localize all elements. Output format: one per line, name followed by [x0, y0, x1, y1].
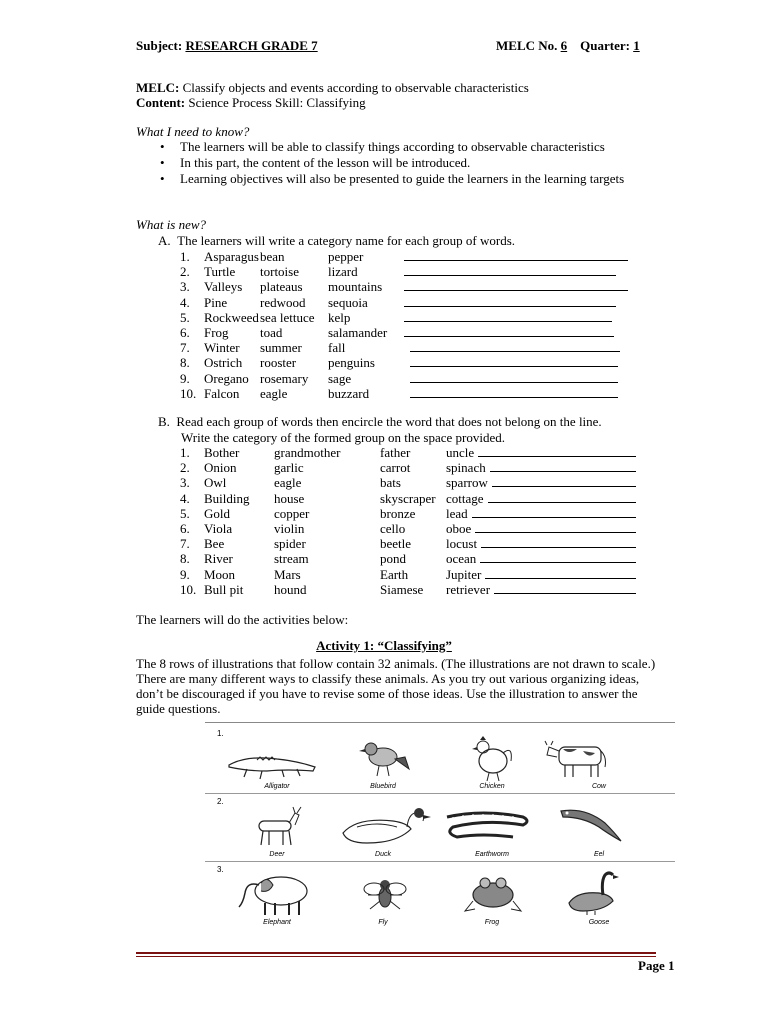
item-number: 1. — [180, 249, 190, 264]
item-word: mountains — [328, 279, 383, 295]
item-word: Ostrich — [204, 355, 243, 371]
alligator-icon — [227, 741, 317, 781]
item-word: Frog — [204, 325, 229, 340]
content-label: Content: — [136, 95, 186, 110]
item-word[interactable]: locust — [446, 536, 478, 552]
section-b-text2: Write the category of the formed group on the space provided. — [181, 430, 505, 445]
item-number: 10. — [180, 581, 197, 597]
item-number: 9. — [180, 566, 190, 582]
row-divider — [205, 793, 675, 794]
item-word[interactable]: beetle — [380, 536, 412, 552]
document-header — [136, 38, 656, 54]
answer-blank[interactable] — [410, 371, 618, 383]
item-number: 3. — [180, 475, 190, 491]
need-to-know-heading: What I need to know? — [136, 124, 250, 139]
item-word[interactable]: Earth — [380, 566, 409, 582]
need-to-know-list — [160, 139, 680, 187]
row-number: 1. — [217, 729, 224, 738]
section-a-instruction — [158, 233, 515, 248]
item-word: Valleys — [204, 279, 243, 295]
item-word[interactable]: Siamese — [380, 581, 424, 597]
answer-blank[interactable] — [492, 475, 636, 487]
duck-icon — [337, 803, 433, 849]
item-word: sage — [328, 370, 352, 386]
item-number: 4. — [180, 294, 190, 310]
animal-label: Frog — [484, 919, 500, 926]
item-word[interactable]: Owl — [204, 475, 227, 491]
deer-icon — [245, 803, 305, 849]
item-word[interactable]: Bull pit — [204, 581, 244, 597]
earthworm-icon — [443, 807, 533, 845]
answer-blank[interactable] — [404, 325, 614, 337]
item-word: sea lettuce — [260, 309, 315, 325]
answer-blank[interactable] — [472, 506, 636, 518]
item-number: 3. — [180, 279, 190, 295]
item-number: 4. — [180, 490, 190, 506]
melc-no-label: MELC No. — [496, 38, 558, 53]
answer-blank[interactable] — [481, 536, 636, 548]
item-word: sequoia — [328, 294, 368, 310]
item-word[interactable]: father — [380, 445, 411, 460]
item-word[interactable]: bats — [380, 475, 401, 491]
melc-line — [136, 80, 529, 95]
melc-quarter-block — [496, 38, 640, 54]
item-word: buzzard — [328, 385, 370, 401]
item-word: fall — [328, 340, 346, 356]
item-word[interactable]: spinach — [446, 460, 486, 476]
item-word[interactable]: grandmother — [274, 445, 341, 460]
item-number: 5. — [180, 505, 190, 521]
row-divider — [205, 861, 675, 862]
subject-value: RESEARCH GRADE 7 — [185, 38, 318, 53]
item-number: 8. — [180, 551, 190, 567]
answer-blank[interactable] — [488, 491, 636, 503]
item-word: penguins — [328, 355, 375, 371]
answer-blank[interactable] — [475, 521, 636, 533]
animal-label: Deer — [269, 851, 285, 858]
quarter-label: Quarter: — [580, 38, 630, 53]
item-word: salamander — [328, 325, 388, 340]
item-word[interactable]: uncle — [446, 445, 475, 460]
item-number: 9. — [180, 370, 190, 386]
item-word[interactable]: bronze — [380, 505, 416, 521]
animal-label: Fly — [378, 919, 388, 926]
answer-blank[interactable] — [480, 551, 636, 563]
item-number: 8. — [180, 355, 190, 371]
item-word[interactable]: Bee — [204, 536, 225, 552]
item-word: lizard — [328, 264, 358, 280]
item-word[interactable]: Jupiter — [446, 566, 482, 582]
item-word: Rockweed — [204, 309, 259, 325]
item-word[interactable]: Bother — [204, 445, 240, 460]
item-word[interactable]: Building — [204, 490, 250, 506]
item-word: summer — [260, 340, 302, 356]
animal-illustrations — [205, 722, 675, 933]
item-word[interactable]: Gold — [204, 505, 230, 521]
item-word[interactable]: lead — [446, 505, 468, 521]
item-word: redwood — [260, 294, 306, 310]
melc-no-value: 6 — [560, 38, 568, 53]
animal-label: Bluebird — [370, 783, 396, 790]
item-word: pepper — [328, 249, 364, 264]
item-word[interactable]: Mars — [274, 566, 301, 582]
item-word[interactable]: copper — [274, 505, 310, 521]
answer-blank[interactable] — [404, 264, 616, 276]
item-number: 5. — [180, 309, 190, 325]
section-b-text1: Read each group of words then encircle the word that does not belong on the line. — [176, 414, 602, 429]
item-number: 6. — [180, 521, 190, 536]
animal-label: Chicken — [479, 783, 505, 790]
answer-blank[interactable] — [478, 445, 636, 457]
item-word: Asparagus — [204, 249, 259, 264]
item-word[interactable]: Viola — [204, 521, 233, 536]
answer-blank[interactable] — [485, 567, 636, 579]
activity-title-text: Activity 1: “Classifying” — [316, 638, 452, 653]
bullet-item: • The learners will be able to classify things according to observable characteristics — [160, 139, 680, 155]
section-a-label: A. — [158, 233, 171, 248]
footer-rule — [136, 956, 656, 957]
item-word: Pine — [204, 294, 228, 310]
item-word[interactable]: hound — [274, 581, 307, 597]
content-text: Science Process Skill: Classifying — [185, 95, 366, 110]
page-number: Page 1 — [638, 958, 675, 973]
activity-paragraph: The 8 rows of illustrations that follow contain 32 animals. (The illustrations are not drawn to scale.) There are many different ways to classify these animals. As you try out various organizing ideas, don’t be discouraged if you have to revise some of those ideas. Use the illustration to answer the guide questions. — [136, 656, 656, 716]
item-number: 7. — [180, 340, 190, 356]
item-word[interactable]: stream — [274, 551, 309, 567]
activities-intro: The learners will do the activities below: — [136, 612, 349, 627]
item-word: Winter — [204, 340, 240, 356]
answer-blank[interactable] — [494, 582, 636, 594]
what-is-new-heading: What is new? — [136, 217, 207, 232]
item-word[interactable]: violin — [274, 521, 305, 536]
item-word: Oregano — [204, 370, 249, 386]
animal-label: Elephant — [263, 919, 291, 926]
animal-label: Alligator — [264, 783, 290, 790]
activity-title — [0, 638, 768, 653]
section-a-text: The learners will write a category name for each group of words. — [177, 233, 516, 248]
melc-text: Classify objects and events according to observable characteristics — [179, 80, 529, 95]
item-number: 2. — [180, 264, 190, 280]
item-word: tortoise — [260, 264, 299, 280]
cow-icon — [543, 737, 613, 781]
item-word[interactable]: oboe — [446, 521, 472, 536]
answer-blank[interactable] — [404, 295, 616, 307]
eel-icon — [555, 803, 625, 847]
item-word[interactable]: eagle — [274, 475, 302, 491]
item-word: Falcon — [204, 385, 240, 401]
item-word[interactable]: skyscraper — [380, 490, 436, 506]
section-b-instruction — [158, 414, 602, 429]
item-word: toad — [260, 325, 283, 340]
animal-label: Cow — [591, 783, 606, 790]
animal-label: Earthworm — [475, 851, 509, 858]
item-word[interactable]: house — [274, 490, 305, 506]
item-number: 1. — [180, 445, 190, 460]
item-word[interactable]: cello — [380, 521, 406, 536]
answer-blank[interactable] — [490, 460, 636, 472]
item-word[interactable]: pond — [380, 551, 406, 567]
item-word[interactable]: garlic — [274, 460, 304, 476]
item-number: 2. — [180, 460, 190, 476]
animal-label: Eel — [593, 851, 605, 858]
bullet-item: • Learning objectives will also be presented to guide the learners in the learning targets — [160, 171, 680, 187]
answer-blank[interactable] — [404, 249, 628, 261]
content-line — [136, 95, 366, 110]
melc-label: MELC: — [136, 80, 180, 95]
answer-blank[interactable] — [410, 340, 620, 352]
animal-label: Goose — [588, 919, 610, 926]
item-word: rooster — [260, 355, 297, 371]
item-number: 10. — [180, 385, 197, 401]
quarter-value: 1 — [633, 38, 640, 53]
item-number: 6. — [180, 325, 190, 340]
item-word: rosemary — [260, 370, 309, 386]
item-word: eagle — [260, 385, 288, 401]
answer-blank[interactable] — [410, 355, 618, 367]
item-word[interactable]: sparrow — [446, 475, 488, 491]
item-word[interactable]: Onion — [204, 460, 237, 476]
item-word[interactable]: spider — [274, 536, 306, 552]
chicken-icon — [467, 735, 517, 783]
item-word[interactable]: carrot — [380, 460, 411, 476]
answer-blank[interactable] — [410, 386, 618, 398]
item-word[interactable]: cottage — [446, 490, 484, 506]
footer-rule — [136, 952, 656, 954]
item-number: 7. — [180, 536, 190, 552]
item-word: kelp — [328, 309, 351, 325]
row-number: 2. — [217, 797, 224, 806]
frog-icon — [461, 871, 525, 917]
item-word[interactable]: Moon — [204, 566, 236, 582]
item-word[interactable]: retriever — [446, 581, 491, 597]
item-word: plateaus — [260, 279, 303, 295]
answer-blank[interactable] — [404, 310, 612, 322]
fly-icon — [360, 871, 410, 917]
bluebird-icon — [353, 735, 413, 781]
item-word[interactable]: River — [204, 551, 233, 567]
item-word[interactable]: ocean — [446, 551, 477, 567]
animal-label: Duck — [375, 851, 391, 858]
elephant-icon — [231, 871, 317, 917]
goose-icon — [563, 869, 619, 917]
bullet-item: • In this part, the content of the lesson will be introduced. — [160, 155, 680, 171]
item-word: bean — [260, 249, 285, 264]
row-number: 3. — [217, 865, 224, 874]
item-word: Turtle — [204, 264, 236, 280]
section-b-label: B. — [158, 414, 170, 429]
answer-blank[interactable] — [404, 279, 628, 291]
subject-label: Subject: — [136, 38, 183, 53]
